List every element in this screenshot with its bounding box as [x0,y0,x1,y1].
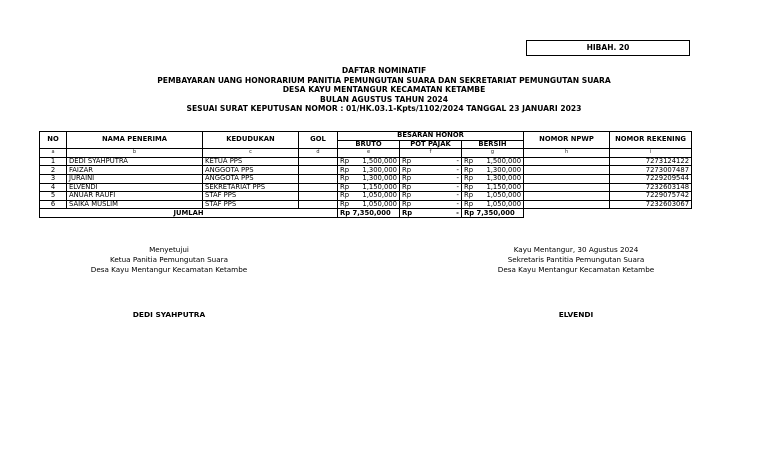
amount: - [456,200,459,208]
cell-npwp [524,166,610,175]
amount: - [456,191,459,200]
signature-left-line2: Ketua Panitia Pemungutan Suara [110,255,228,264]
hibah-label: HIBAH. 20 [526,40,690,56]
cell-bruto [338,157,400,166]
table-row [40,200,692,209]
currency: Rp [464,157,474,165]
currency: Rp [464,183,474,191]
col-letter: g [462,149,524,158]
document-heading [0,66,768,114]
amount: 1,050,000 [486,200,522,208]
cell-no: 1 [40,157,67,166]
cell-bersih [462,183,524,192]
cell-pot-pajak [400,183,462,192]
signature-right-line3: Desa Kayu Mentangur Kecamatan Ketambe [497,265,655,274]
signature-right [466,245,686,275]
header-no: NO [40,132,67,149]
honorarium-table [39,131,692,218]
col-letter: i [610,149,692,158]
table-row [40,157,692,166]
currency: Rp [464,174,474,183]
cell-pot-pajak [400,166,462,175]
amount: 1,500,000 [362,157,397,165]
amount: 1,150,000 [486,183,522,191]
amount: - [456,208,459,217]
total-row [40,209,692,218]
currency: Rp [402,208,413,217]
signature-left-line1: Menyetujui [149,245,189,254]
cell-pot-pajak [400,174,462,183]
cell-npwp [524,157,610,166]
col-letter: b [67,149,203,158]
cell-kedudukan: SEKRETARIAT PPS [203,183,299,192]
cell-rekening: 7232603148 [610,183,692,192]
header-bersih: BERSIH [462,140,524,149]
cell-npwp [524,183,610,192]
cell-pot-pajak [400,157,462,166]
cell-nama: ELVENDI [67,183,203,192]
signature-right-name: ELVENDI [558,310,594,319]
cell-bruto [338,174,400,183]
currency: Rp [340,191,350,200]
heading-decree: SESUAI SURAT KEPUTUSAN NOMOR : 01/HK.03.1-Kpts/1102/2024 TANGGAL 23 JANUARI 2023 [186,104,582,114]
amount: - [456,174,459,183]
total-label: JUMLAH [40,209,338,218]
cell-gol [299,166,338,175]
heading-title: DAFTAR NOMINATIF [341,66,427,75]
table-row [40,183,692,192]
amount: 1,050,000 [486,191,522,200]
currency: Rp [340,200,350,208]
amount: - [456,183,459,191]
col-letter: h [524,149,610,158]
header-gol: GOL [299,132,338,149]
currency: Rp [340,183,350,191]
currency: Rp [402,165,412,174]
cell-gol [299,200,338,209]
cell-kedudukan: KETUA PPS [203,157,299,166]
header-npwp: NOMOR NPWP [524,132,610,149]
cell-rekening: 7229075742 [610,192,692,201]
cell-kedudukan: ANGGOTA PPS [203,166,299,175]
table-row [40,166,692,175]
amount: 1,300,000 [486,174,522,183]
cell-bersih [462,174,524,183]
cell-bruto [338,200,400,209]
cell-rekening: 7273007487 [610,166,692,175]
amount: 1,150,000 [362,183,397,191]
signature-left-name: DEDI SYAHPUTRA [132,310,206,319]
currency: Rp [340,165,350,174]
header-pot-pajak: POT PAJAK [400,140,462,149]
total-bruto: Rp 7,350,000 [338,209,400,218]
currency: Rp [464,200,474,208]
currency: Rp [402,200,412,208]
amount: - [456,157,459,165]
cell-pot-pajak [400,200,462,209]
total-bersih: Rp 7,350,000 [462,209,524,218]
cell-gol [299,174,338,183]
cell-no: 2 [40,166,67,175]
empty-cell [610,209,692,218]
heading-period: BULAN AGUSTUS TAHUN 2024 [320,94,448,104]
cell-rekening: 7229209544 [610,174,692,183]
cell-nama: ANUAR RAUFI [67,192,203,201]
cell-bersih [462,200,524,209]
col-letter: f [400,149,462,158]
cell-bruto [338,183,400,192]
signature-left [59,245,279,275]
cell-npwp [524,200,610,209]
currency: Rp [402,183,412,191]
cell-bersih [462,166,524,175]
cell-npwp [524,174,610,183]
currency: Rp [402,174,412,183]
cell-bruto [338,166,400,175]
amount: 1,300,000 [362,174,397,183]
column-letter-row [40,149,692,158]
header-bruto: BRUTO [338,140,400,149]
currency: Rp [402,157,412,165]
empty-cell [524,209,610,218]
cell-gol [299,183,338,192]
currency: Rp [464,191,474,200]
header-kedudukan: KEDUDUKAN [203,132,299,149]
header-nama: NAMA PENERIMA [67,132,203,149]
amount: - [456,165,459,174]
col-letter: e [338,149,400,158]
header-besaran-honor: BESARAN HONOR [338,132,524,141]
col-letter: d [299,149,338,158]
cell-nama: SAIKA MUSLIM [67,200,203,209]
table-row [40,192,692,201]
amount: 1,050,000 [362,200,397,208]
signature-right-line2: Sekretaris Pantitia Pemungutan Suara [507,255,645,264]
signature-left-line3: Desa Kayu Mentangur Kecamatan Ketambe [90,265,248,274]
heading-location: DESA KAYU MENTANGUR KECAMATAN KETAMBE [282,85,486,95]
cell-kedudukan: ANGGOTA PPS [203,174,299,183]
heading-subject: PEMBAYARAN UANG HONORARIUM PANITIA PEMUNGUTAN SUARA DAN SEKRETARIAT PEMUNGUTAN SUARA [157,75,611,85]
cell-no: 6 [40,200,67,209]
currency: Rp [340,174,350,183]
header-rekening: NOMOR REKENING [610,132,692,149]
signature-right-line1: Kayu Mentangur, 30 Agustus 2024 [513,245,639,254]
currency: Rp [402,191,412,200]
amount: 1,300,000 [486,165,522,174]
cell-nama: JURAINI [67,174,203,183]
table-row [40,174,692,183]
currency: Rp [340,157,350,165]
cell-pot-pajak [400,192,462,201]
currency: Rp [464,165,474,174]
cell-no: 5 [40,192,67,201]
cell-no: 4 [40,183,67,192]
cell-kedudukan: STAF PPS [203,192,299,201]
cell-bersih [462,192,524,201]
amount: 1,050,000 [362,191,397,200]
col-letter: c [203,149,299,158]
cell-rekening: 7273124122 [610,157,692,166]
cell-npwp [524,192,610,201]
cell-nama: DEDI SYAHPUTRA [67,157,203,166]
total-pot-pajak [400,209,462,218]
amount: 1,500,000 [486,157,522,165]
cell-gol [299,192,338,201]
col-letter: a [40,149,67,158]
cell-gol [299,157,338,166]
cell-bersih [462,157,524,166]
cell-nama: FAIZAR [67,166,203,175]
cell-no: 3 [40,174,67,183]
amount: 1,300,000 [362,165,397,174]
cell-kedudukan: STAF PPS [203,200,299,209]
cell-bruto [338,192,400,201]
cell-rekening: 7232603067 [610,200,692,209]
